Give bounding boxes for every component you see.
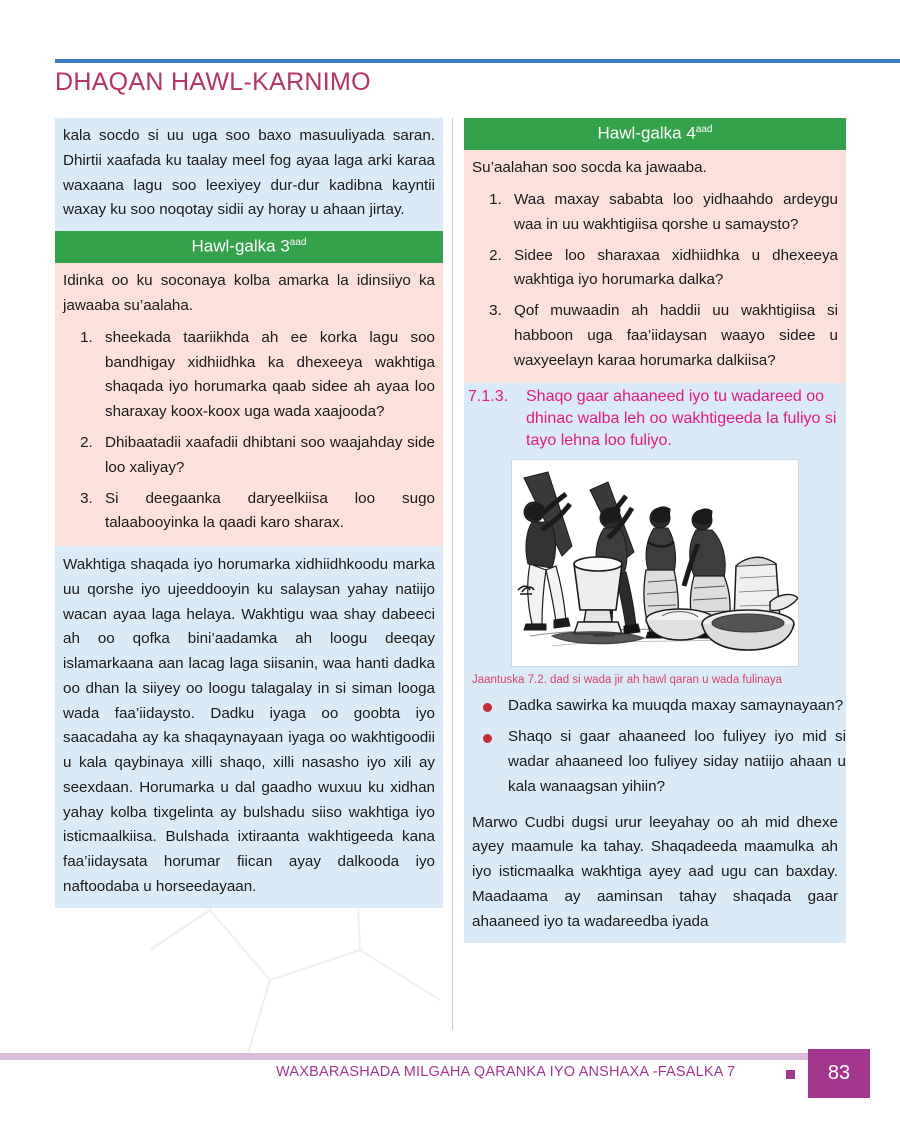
- activity-4-question-2: 2. Sidee loo sharaxaa xidhiidhka u dhexeeya wakhtiga iyo horumarka dalka?: [506, 244, 838, 294]
- activity-3-header: [55, 231, 443, 263]
- activity-3-question-1: 1. sheekada taariikhda ah ee korka lagu soo bandhigay xidhiidhka ka dhexeeya wakhtiga shaqada iyo horumarka qaab sidee ah ayaa loo sharaxay koox-koox uga wada xaajooda?: [97, 326, 435, 425]
- activity-4-label: Hawl-galka 4: [597, 123, 696, 143]
- figure-question-1: Dadka sawirka ka muuqda maxay samaynayaan?: [500, 694, 846, 719]
- activity-4-question-1: 1. Waa maxay sababta loo yidhaahdo ardeygu waa in uu wakhtigiisa qorshe u samaysto?: [506, 188, 838, 238]
- left-intro-block: [55, 118, 443, 231]
- activity-3-question-3: 3. Si deegaanka daryeelkiisa loo sugo talaabooyinka la qaadi karo sharax.: [97, 487, 435, 537]
- activity-4-header: [464, 118, 846, 150]
- activity-3-lead: Idinka oo ku soconaya kolba amarka la idinsiiyo ka jawaaba su’aalaha.: [63, 272, 435, 315]
- figure-wrapper: [464, 457, 846, 667]
- section-713-number: 7.1.3.: [468, 388, 509, 406]
- activity-4-lead: Su’aalahan soo socda ka jawaaba.: [472, 159, 707, 177]
- left-closing-paragraph: Wakhtiga shaqada iyo horumarka xidhiidhkoodu marka uu qorshe iyo ujeeddooyin ku salaysan yahay natiijo wacan ayaa laga helaya. Wakhtigu waa shay dabeeci ah oo qofka bini’aadamka ah loogu deeqay islamarkaana aan lacag laga siisanin, waa hanti dadka oo dhan la siiyey oo loogu talagalay in si siman looga wada faa’iidaysto. Dadku iyaga oo goobta iyo saacadaha ay ka shaqaynayaan iyaga oo wakhtigoodii u kala qaybinaya xilli shaqo, xilli nasasho iyo xili ay seexdaan. Horumarka u dal gaadho wuxuu ku xidhan yahay kolba tixgelinta ay bulshadu siiso wakhtiga iyo isticmaalkiisa. Bulshada ixtiraanta wakhtigeeda kana faa’iidaysata horumar fiican ayay dalkooda iyo naftoodaba u horseedayaan.: [63, 556, 435, 896]
- footer-square-marker: [786, 1070, 795, 1079]
- activity-3-block: [55, 263, 443, 546]
- activity-3-question-2: 2. Dhibaatadii xaafadii dhibtani soo waajahday side loo xaliyay?: [97, 431, 435, 481]
- activity-4-question-3: 3. Qof muwaadin ah haddii uu wakhtigiisa si habboon uga faa’iidaysan waayo sidee u waxyeelayn karaa horumarka dalkiisa?: [506, 299, 838, 373]
- page-number-badge: 83: [808, 1049, 870, 1098]
- footer-rule: [0, 1053, 820, 1060]
- header-divider-rule: [55, 59, 900, 63]
- right-closing-paragraph: Marwo Cudbi dugsi urur leeyahay oo ah mid dhexe ayey maamule ka tahay. Shaqadeeda maamulka ah iyo isticmaalka wakhtiga ayey aad ugu can baxday. Maadaama ay aaminsan tahay shaqada gaar ahaaneed iyo ta wadareedba iyada: [472, 813, 838, 930]
- activity-4-block: [464, 150, 846, 383]
- figure-question-list: [464, 694, 846, 800]
- footer-book-title: WAXBARASHADA MILGAHA QARANKA IYO ANSHAXA -FASALKA 7: [276, 1064, 736, 1080]
- right-column: [464, 118, 846, 943]
- section-713-heading: [464, 383, 846, 457]
- people-pounding-grain-illustration: [511, 459, 799, 667]
- column-divider: [452, 118, 453, 1030]
- left-column: [55, 118, 443, 908]
- activity-3-suffix: aad: [289, 237, 307, 249]
- activity-3-label: Hawl-galka 3: [191, 236, 290, 256]
- left-closing-block: [55, 546, 443, 908]
- page-title: DHAQAN HAWL-KARNIMO: [55, 68, 371, 96]
- figure-question-2: Shaqo si gaar ahaaneed loo fuliyey iyo mid si wadar ahaaneed loo fuliyey siday natiijo ahaan u kala wanaagsan yihiin?: [500, 725, 846, 799]
- figure-caption: Jaantuska 7.2. dad si wada jir ah hawl qaran u wada fulinaya: [472, 674, 783, 687]
- right-closing-wrapper: [464, 807, 846, 943]
- left-intro-paragraph: kala socdo si uu uga soo baxo masuuliyada saran. Dhirtii xaafada ku taalay meel fog ayaa laga arki karaa waxaana lagu soo leexiyey dur-dur kadibna kayntii waxay ku soo noqotay sidii ay horay u ahaan jirtay.: [63, 127, 435, 219]
- section-713-block: [464, 383, 846, 942]
- activity-4-question-list: [472, 188, 838, 373]
- section-713-title: Shaqo gaar ahaaneed iyo tu wadareed oo dhinac walba leh oo wakhtigeeda la fuliyo si tayo lehna loo fuliyo.: [526, 388, 837, 449]
- activity-4-suffix: aad: [695, 124, 713, 135]
- activity-3-question-list: [63, 326, 435, 536]
